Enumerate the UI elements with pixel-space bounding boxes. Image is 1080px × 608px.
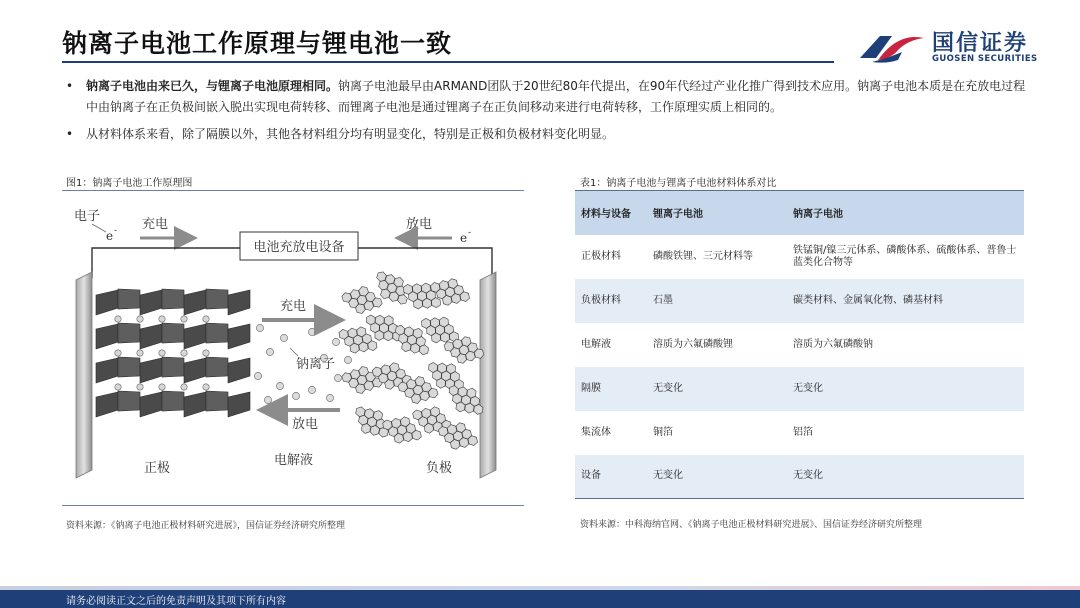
sodium-ion [332, 338, 339, 345]
table-row [575, 323, 1024, 367]
cathode-slab [162, 391, 184, 411]
table-cell: 铜箔 [653, 426, 673, 438]
cathode-slab [140, 392, 162, 417]
sodium-ion-intercalated [159, 350, 165, 356]
sodium-ion-intercalated [203, 384, 209, 390]
sodium-ion-intercalated [203, 350, 209, 356]
discharge-label-mid: 放电 [292, 417, 319, 432]
sodium-ion [264, 396, 271, 403]
cathode-slab [162, 289, 184, 309]
cathode-slab [118, 289, 140, 309]
table-cell: 电解液 [581, 338, 611, 350]
table-header-cell: 钠离子电池 [787, 191, 1024, 235]
electron-charge-right: - [468, 228, 472, 238]
sodium-ion [292, 392, 299, 399]
table-row [575, 279, 1024, 323]
cathode-slab [140, 358, 162, 383]
cathode-slab [184, 290, 206, 315]
cathode-collector [76, 272, 92, 478]
table-row [575, 367, 1024, 411]
figure-bottom-rule [62, 505, 524, 506]
cathode-slab [96, 392, 118, 417]
bullet-item [66, 76, 1036, 118]
table-cell: 无变化 [787, 455, 1024, 499]
material-comparison-table [575, 190, 1024, 499]
sodium-ion-intercalated [181, 384, 187, 390]
table-header-row [575, 191, 1024, 235]
logo-text-en: GUOSEN SECURITIES [932, 54, 1038, 64]
sodium-ion-intercalated [181, 350, 187, 356]
cathode-slab [184, 358, 206, 383]
sodium-ion [254, 372, 261, 379]
wire-left [92, 248, 240, 278]
cathode-slab [228, 290, 250, 315]
table-cell: 集流体 [581, 426, 611, 438]
bullet-lead: 钠离子电池由来已久，与锂离子电池原理相同。 [86, 79, 339, 93]
table-cell: 设备 [575, 455, 647, 499]
sodium-ion [308, 386, 315, 393]
table-cell: 正极材料 [581, 250, 621, 262]
cathode-slab [228, 324, 250, 349]
sodium-ion-intercalated [159, 316, 165, 322]
cathode-slab [206, 391, 228, 411]
sodium-ion [276, 382, 283, 389]
cathode-slab [206, 323, 228, 343]
sodium-ion-label: 钠离子 [296, 357, 336, 372]
cathode-slab [118, 323, 140, 343]
cathode-slab [184, 392, 206, 417]
bullet-text: 钠离子电池最早由ARMAND团队于20世纪80年代提出，在90年代经过产业化推广得到技术应用。钠离子电池本质是在充放电过程中由钠离子在正负极间嵌入脱出实现电荷转移、而锂离子电池是通过锂离子在正负间移动来进行电荷转移，工作原理实质上相同的。 [86, 79, 1026, 114]
table-cell: 铁锰铜/镍三元体系、磷酸体系、硫酸体系、普鲁士蓝类化合物等 [793, 244, 1017, 268]
electron-symbol-left: e [106, 229, 114, 243]
sodium-ion [334, 374, 341, 381]
company-logo [858, 24, 1058, 68]
anode-label: 负极 [426, 461, 453, 476]
table-header-cell: 锂离子电池 [647, 191, 787, 235]
cathode-label: 正极 [144, 461, 171, 476]
cathode-slab [96, 290, 118, 315]
table-cell: 无变化 [647, 367, 787, 411]
cathode-slab [184, 324, 206, 349]
table-caption: 表1：钠离子电池与锂离子电池材料体系对比 [580, 178, 777, 189]
table-cell: 磷酸铁锂、三元材料等 [653, 250, 753, 262]
cathode-slab [206, 357, 228, 377]
cathode-slab [162, 357, 184, 377]
electron-charge-left: - [114, 226, 118, 236]
cathode-layers [96, 289, 250, 417]
sodium-ion-intercalated [203, 316, 209, 322]
cathode-slab [228, 358, 250, 383]
anode-graphene-layers [339, 271, 486, 453]
charge-label-top: 充电 [142, 217, 169, 232]
table-row [575, 411, 1024, 455]
footer-bar [0, 590, 1080, 608]
table-row [575, 235, 1024, 279]
table-row [575, 455, 1024, 499]
discharge-label-top: 放电 [406, 217, 433, 232]
sodium-ion-intercalated [137, 316, 143, 322]
cathode-slab [96, 324, 118, 349]
figure-top-rule [62, 190, 524, 191]
sodium-ion [266, 348, 273, 355]
sodium-ion [344, 356, 351, 363]
sodium-ion-intercalated [115, 350, 121, 356]
sodium-ion [308, 328, 315, 335]
table-cell: 隔膜 [575, 367, 647, 411]
table-header-cell: 材料与设备 [575, 191, 647, 235]
cathode-slab [96, 358, 118, 383]
cathode-slab [140, 290, 162, 315]
bullet-text: 从材料体系来看，除了隔膜以外，其他各材料组分均有明显变化，特别是正极和负极材料变化明显。 [86, 127, 615, 141]
table-cell: 石墨 [647, 279, 787, 323]
sodium-ion [326, 394, 333, 401]
cathode-slab [162, 323, 184, 343]
table-source: 资料来源：中科海纳官网、《钠离子电池正极材料研究进展》、国信证券经济研究所整理 [580, 520, 923, 530]
cathode-slab [118, 357, 140, 377]
page-title: 钠离子电池工作原理与锂电池一致 [62, 29, 453, 58]
device-label: 电池充放电设备 [253, 240, 345, 255]
bullet-item [66, 124, 1036, 145]
sodium-ion-intercalated [159, 384, 165, 390]
cathode-slab [228, 392, 250, 417]
electrolyte-label: 电解液 [274, 453, 314, 468]
figure-caption: 图1：钠离子电池工作原理图 [66, 178, 193, 189]
sodium-ion [256, 324, 263, 331]
table-cell: 负极材料 [575, 279, 647, 323]
table-cell: 无变化 [787, 367, 1024, 411]
table-cell: 无变化 [647, 455, 787, 499]
footer-disclaimer: 请务必阅读正文之后的免责声明及其项下所有内容 [66, 596, 286, 607]
battery-diagram [62, 200, 524, 500]
electron-symbol-right: e [460, 231, 468, 245]
title-divider [62, 61, 834, 63]
electron-label: 电子 [74, 209, 101, 224]
sodium-ion-intercalated [181, 316, 187, 322]
table-cell: 铝箔 [793, 426, 813, 438]
sodium-ion-intercalated [137, 384, 143, 390]
table-cell: 碳类材料、金属氧化物、磷基材料 [787, 279, 1024, 323]
table-cell: 溶质为六氟磷酸钠 [793, 338, 873, 350]
table-cell: 溶质为六氟磷酸锂 [653, 338, 733, 350]
cathode-slab [206, 289, 228, 309]
logo-text-cn: 国信证券 [932, 31, 1029, 56]
cathode-slab [140, 324, 162, 349]
cathode-slab [118, 391, 140, 411]
charge-label-mid: 充电 [280, 299, 307, 314]
sodium-ion-intercalated [115, 384, 121, 390]
sodium-ion [280, 334, 287, 341]
figure-source: 资料来源：《钠离子电池正极材料研究进展》，国信证券经济研究所整理 [66, 521, 346, 531]
sodium-ion-intercalated [115, 316, 121, 322]
guosen-logo-icon [858, 28, 926, 66]
bullet-list [66, 76, 1036, 151]
sodium-ion-intercalated [137, 350, 143, 356]
anode-collector [480, 272, 496, 478]
